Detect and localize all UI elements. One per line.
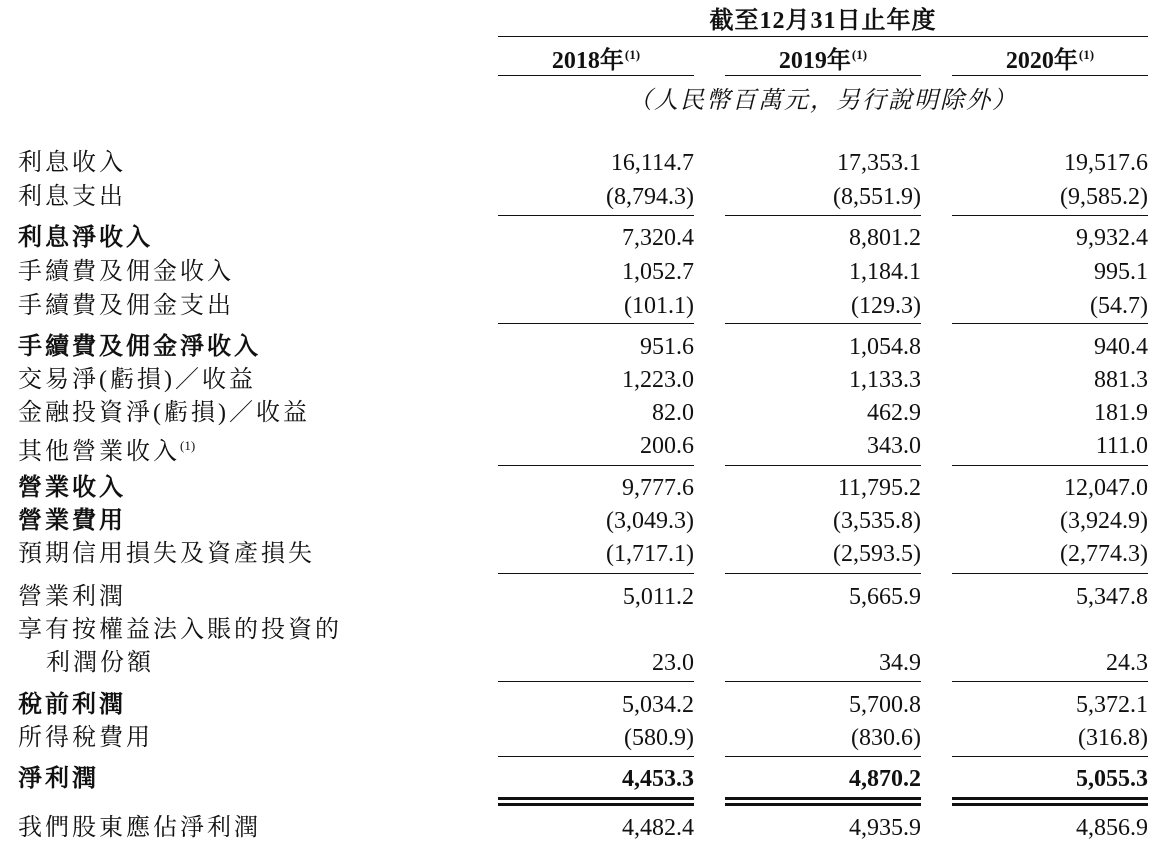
cell-2019: 343.0 — [867, 433, 921, 459]
cell-2019: (3,535.8) — [833, 508, 921, 534]
cell-2018: 951.6 — [640, 334, 694, 360]
row-label: 稅前利潤 — [18, 692, 126, 718]
row-label: 享有按權益法入賬的投資的 — [18, 617, 342, 643]
table-row — [0, 762, 1168, 796]
unit-note: （人民幣百萬元，另行說明除外） — [628, 88, 1018, 114]
table-row — [0, 255, 1168, 289]
subtotal-rule — [952, 323, 1148, 324]
total-double-rule — [725, 797, 921, 800]
cell-2020: 12,047.0 — [1064, 475, 1148, 501]
table-row — [0, 146, 1168, 180]
subtotal-rule — [498, 465, 694, 466]
cell-2019: 5,665.9 — [849, 584, 921, 610]
cell-2018: 5,011.2 — [622, 584, 694, 610]
cell-2019: (830.6) — [851, 725, 921, 751]
cell-2020: (316.8) — [1078, 725, 1148, 751]
footnote-marker: (1) — [180, 438, 196, 453]
cell-2019: 4,870.2 — [849, 766, 921, 792]
year-note: (1) — [1078, 47, 1095, 62]
table-row — [0, 396, 1168, 430]
subtotal-rule — [498, 215, 694, 216]
cell-2020: 4,856.9 — [1076, 815, 1148, 841]
subtotal-rule — [725, 215, 921, 216]
cell-2018: (101.1) — [624, 293, 694, 319]
subtotal-rule — [952, 215, 1148, 216]
row-label: 利潤份額 — [46, 650, 154, 676]
table-row — [0, 363, 1168, 397]
cell-2019: (2,593.5) — [833, 541, 921, 567]
table-row — [0, 289, 1168, 323]
year-rule — [725, 75, 921, 76]
cell-2020: 19,517.6 — [1064, 150, 1148, 176]
year-header-2019 — [725, 40, 921, 75]
cell-2019: 11,795.2 — [837, 475, 921, 501]
total-double-rule — [725, 803, 921, 806]
table-row — [0, 504, 1168, 538]
cell-2018: 7,320.4 — [622, 225, 694, 251]
table-row — [0, 646, 1168, 680]
cell-2020: 181.9 — [1094, 400, 1148, 426]
cell-2018: (580.9) — [624, 725, 694, 751]
subtotal-rule — [952, 756, 1148, 757]
cell-2020: (9,585.2) — [1060, 184, 1148, 210]
cell-2020: 5,055.3 — [1076, 766, 1148, 792]
year-label: 2019年 — [778, 48, 851, 74]
cell-2019: 4,935.9 — [849, 815, 921, 841]
cell-2019: 17,353.1 — [837, 150, 921, 176]
cell-2018: 4,482.4 — [622, 815, 694, 841]
subtotal-rule — [498, 323, 694, 324]
period-header: 截至12月31日止年度 — [709, 8, 937, 34]
subtotal-rule — [498, 756, 694, 757]
subtotal-rule — [952, 465, 1148, 466]
subtotal-rule — [725, 756, 921, 757]
subtotal-rule — [498, 681, 694, 682]
year-header-2020 — [952, 40, 1148, 75]
row-label: 利息支出 — [18, 184, 126, 210]
subtotal-rule — [498, 573, 694, 574]
row-label: 所得稅費用 — [18, 725, 153, 751]
row-label — [18, 429, 195, 469]
cell-2020: 881.3 — [1094, 367, 1148, 393]
cell-2020: 940.4 — [1094, 334, 1148, 360]
row-label: 預期信用損失及資產損失 — [18, 541, 315, 567]
cell-2019: (8,551.9) — [833, 184, 921, 210]
table-row — [0, 330, 1168, 364]
total-double-rule — [498, 797, 694, 800]
cell-2019: 8,801.2 — [849, 225, 921, 251]
table-row — [0, 580, 1168, 614]
cell-2020: 995.1 — [1094, 259, 1148, 285]
year-rule — [498, 75, 694, 76]
cell-2020: 9,932.4 — [1076, 225, 1148, 251]
cell-2020: 5,372.1 — [1076, 692, 1148, 718]
cell-2018: 82.0 — [652, 400, 694, 426]
cell-2020: 111.0 — [1095, 433, 1148, 459]
table-row — [0, 613, 1168, 647]
subtotal-rule — [725, 681, 921, 682]
cell-2018: 16,114.7 — [610, 150, 694, 176]
cell-2020: (54.7) — [1090, 293, 1148, 319]
year-note: (1) — [624, 47, 641, 62]
subtotal-rule — [725, 573, 921, 574]
year-label: 2018年 — [551, 48, 624, 74]
subtotal-rule — [725, 323, 921, 324]
cell-2018: 5,034.2 — [622, 692, 694, 718]
cell-2019: 1,184.1 — [849, 259, 921, 285]
cell-2018: (3,049.3) — [606, 508, 694, 534]
subtotal-rule — [952, 573, 1148, 574]
cell-2018: 200.6 — [640, 433, 694, 459]
row-label: 手續費及佣金淨收入 — [18, 334, 261, 360]
table-row — [0, 688, 1168, 722]
cell-2019: 462.9 — [867, 400, 921, 426]
cell-2019: 1,133.3 — [849, 367, 921, 393]
row-label-text: 其他營業收入 — [18, 439, 180, 465]
row-label: 金融投資淨(虧損)／收益 — [18, 400, 310, 426]
row-label: 營業利潤 — [18, 584, 126, 610]
table-row — [0, 537, 1168, 571]
table-row — [0, 429, 1168, 463]
year-header-2018 — [498, 40, 694, 75]
total-double-rule — [952, 797, 1148, 800]
table-row — [0, 721, 1168, 755]
row-label: 利息收入 — [18, 150, 126, 176]
table-row — [0, 811, 1168, 845]
row-label: 手續費及佣金支出 — [18, 293, 234, 319]
row-label: 淨利潤 — [18, 766, 99, 792]
cell-2019: 1,054.8 — [849, 334, 921, 360]
table-row — [0, 471, 1168, 505]
year-label: 2020年 — [1005, 48, 1078, 74]
cell-2018: 1,052.7 — [622, 259, 694, 285]
table-row — [0, 180, 1168, 214]
header-rule — [498, 36, 1148, 37]
total-double-rule — [498, 803, 694, 806]
total-double-rule — [952, 803, 1148, 806]
row-label: 營業收入 — [18, 475, 126, 501]
cell-2018: (1,717.1) — [606, 541, 694, 567]
cell-2018: 4,453.3 — [622, 766, 694, 792]
row-label: 手續費及佣金收入 — [18, 259, 234, 285]
row-label: 交易淨(虧損)／收益 — [18, 367, 256, 393]
cell-2020: (3,924.9) — [1060, 508, 1148, 534]
subtotal-rule — [725, 465, 921, 466]
cell-2018: 23.0 — [652, 650, 694, 676]
cell-2019: (129.3) — [851, 293, 921, 319]
row-label: 利息淨收入 — [18, 225, 153, 251]
cell-2018: 9,777.6 — [622, 475, 694, 501]
cell-2019: 5,700.8 — [849, 692, 921, 718]
row-label: 營業費用 — [18, 508, 126, 534]
row-label: 我們股東應佔淨利潤 — [18, 815, 261, 841]
cell-2020: 24.3 — [1106, 650, 1148, 676]
cell-2020: 5,347.8 — [1076, 584, 1148, 610]
year-rule — [952, 75, 1148, 76]
year-note: (1) — [851, 47, 868, 62]
cell-2020: (2,774.3) — [1060, 541, 1148, 567]
subtotal-rule — [952, 681, 1148, 682]
cell-2018: 1,223.0 — [622, 367, 694, 393]
cell-2019: 34.9 — [879, 650, 921, 676]
cell-2018: (8,794.3) — [606, 184, 694, 210]
table-row — [0, 221, 1168, 255]
